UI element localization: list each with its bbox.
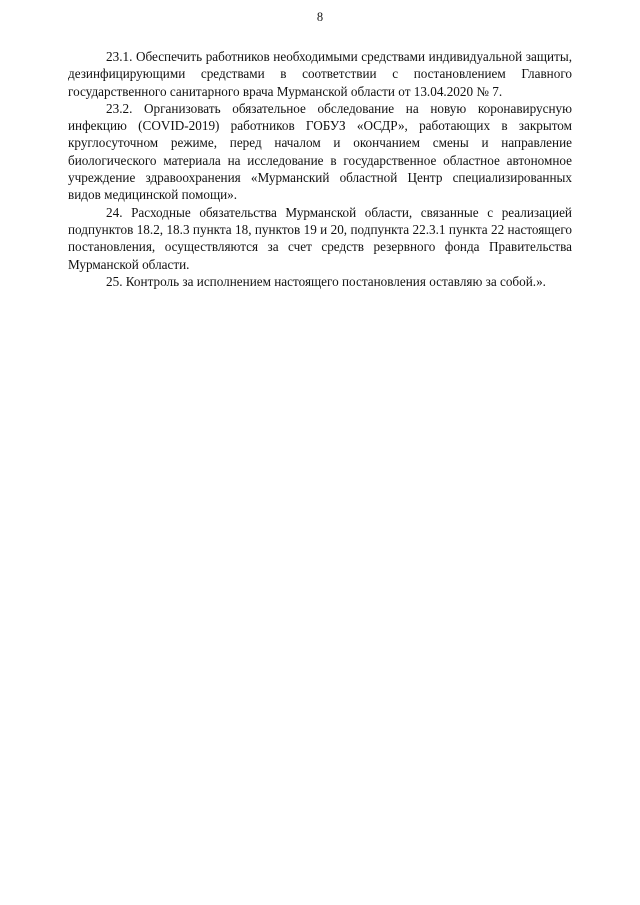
paragraph-24: 24. Расходные обязательства Мурманской области, связанные с реализацией подпунктов 18.2, 18.3 пункта 18, пунктов 19 и 20, подпункта 22.3.1 пункта 22 настоящего постановления, осуществляются за счет средств резервного фонда Правительства Мурманской области.: [68, 204, 572, 272]
page-number: 8: [316, 10, 324, 24]
document-body: [68, 48, 572, 290]
paragraph-23-2: 23.2. Организовать обязательное обследование на новую коронавирусную инфекцию (COVID-2019) работников ГОБУЗ «ОСДР», работающих в закрытом круглосуточном режиме, перед началом и окончанием смены и направление биологического материала на исследование в государственное областное автономное учреждение здравоохранения «Мурманский областной Центр специализированных видов медицинской помощи».: [68, 100, 572, 203]
paragraph-23-1: 23.1. Обеспечить работников необходимыми средствами индивидуальной защиты, дезинфицирующими средствами в соответствии с постановлением Главного государственного санитарного врача Мурманской области от 13.04.2020 № 7.: [68, 49, 572, 99]
paragraph-25: 25. Контроль за исполнением настоящего постановления оставляю за собой.».: [106, 273, 546, 289]
